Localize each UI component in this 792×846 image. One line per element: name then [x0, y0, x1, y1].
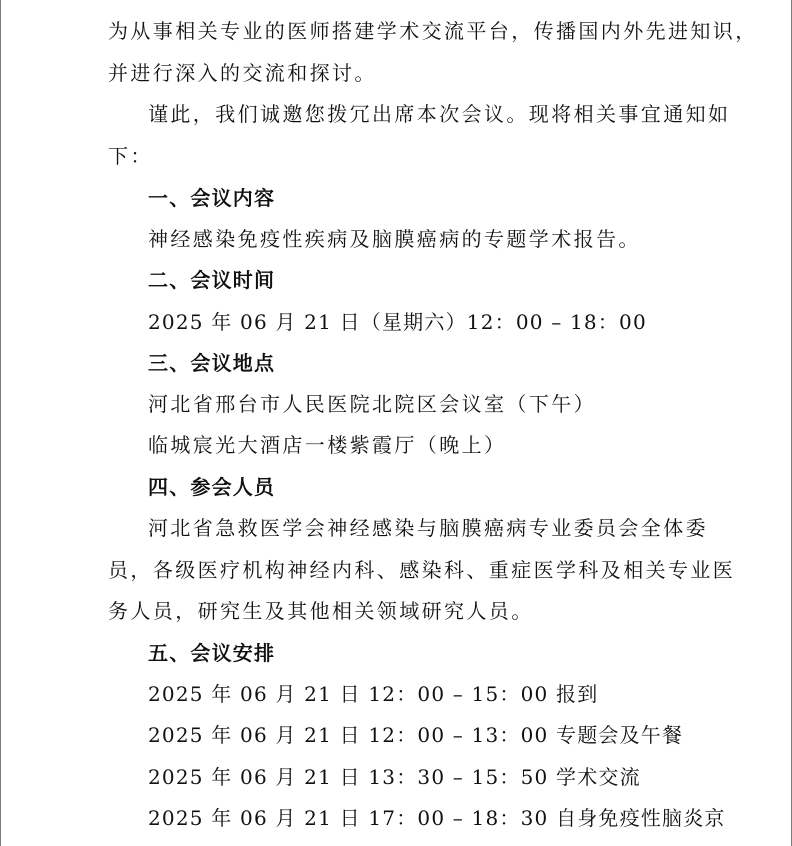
invitation-line-2: 下： — [108, 144, 153, 168]
section-heading-attendees: 四、参会人员 — [148, 475, 276, 499]
location-line-1: 河北省邢台市人民医院北院区会议室（下午） — [148, 392, 596, 416]
schedule-item: 2025 年 06 月 21 日 12：00 – 13：00 专题会及午餐 — [148, 723, 684, 747]
schedule-item: 2025 年 06 月 21 日 17：00 – 18：30 自身免疫性脑炎京 — [148, 806, 726, 830]
section-heading-time: 二、会议时间 — [148, 268, 276, 292]
intro-line-2: 并进行深入的交流和探讨。 — [108, 61, 377, 85]
attendees-line-1: 河北省急救医学会神经感染与脑膜癌病专业委员会全体委 — [148, 516, 708, 540]
attendees-line-2: 员，各级医疗机构神经内科、感染科、重症医学科及相关专业医 — [108, 558, 736, 582]
section-time-text: 2025 年 06 月 21 日（星期六）12：00 – 18：00 — [148, 310, 647, 334]
section-content-text: 神经感染免疫性疾病及脑膜癌病的专题学术报告。 — [148, 227, 641, 251]
schedule-item: 2025 年 06 月 21 日 12：00 – 15：00 报到 — [148, 682, 599, 706]
intro-line-1: 为从事相关专业的医师搭建学术交流平台，传播国内外先进知识， — [108, 19, 758, 43]
attendees-line-3: 务人员，研究生及其他相关领域研究人员。 — [108, 599, 534, 623]
section-heading-content: 一、会议内容 — [148, 186, 276, 210]
section-heading-location: 三、会议地点 — [148, 351, 276, 375]
location-line-2: 临城宸光大酒店一楼紫霞厅（晚上） — [148, 433, 507, 457]
schedule-item: 2025 年 06 月 21 日 13：30 – 15：50 学术交流 — [148, 765, 641, 789]
section-heading-schedule: 五、会议安排 — [148, 641, 276, 665]
invitation-line-1: 谨此，我们诚邀您拨冗出席本次会议。现将相关事宜通知如 — [148, 102, 731, 126]
